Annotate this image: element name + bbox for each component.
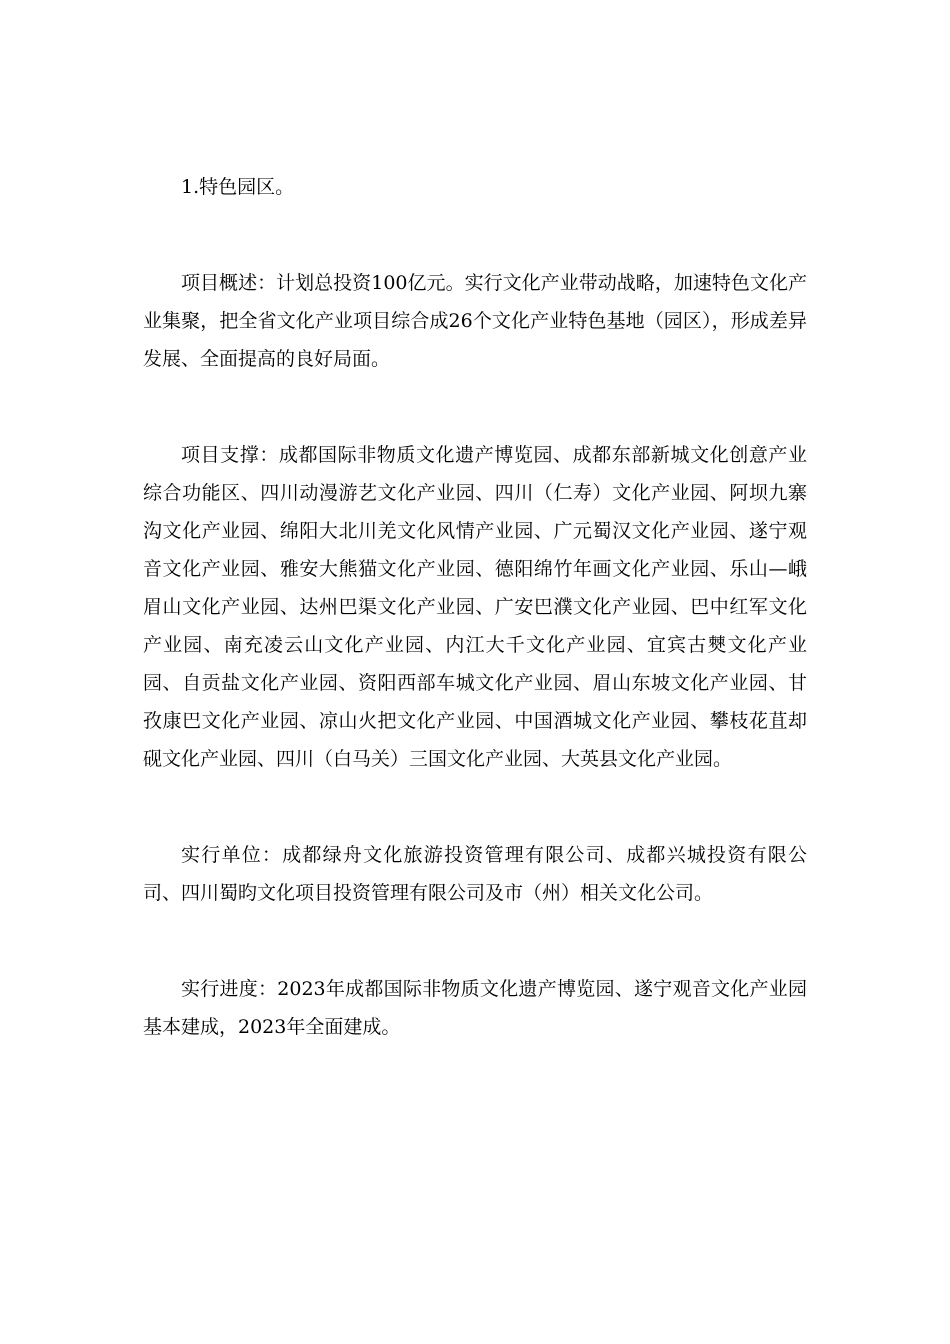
project-overview-paragraph: 项目概述：计划总投资100亿元。实行文化产业带动战略，加速特色文化产业集聚，把全省文化产业项目综合成26个文化产业特色基地（园区），形成差异发展、全面提高的良好局面。 [143,272,807,370]
section-heading: 1.特色园区。 [181,176,295,198]
implementing-units-paragraph: 实行单位：成都绿舟文化旅游投资管理有限公司、成都兴城投资有限公司、四川蜀昀文化项目投资管理有限公司及市（州）相关文化公司。 [143,844,807,904]
project-support-paragraph: 项目支撑：成都国际非物质文化遗产博览园、成都东部新城文化创意产业综合功能区、四川动漫游艺文化产业园、四川（仁寿）文化产业园、阿坝九寨沟文化产业园、绵阳大北川羌文化风情产业园、广元蜀汉文化产业园、遂宁观音文化产业园、雅安大熊猫文化产业园、德阳绵竹年画文化产业园、乐山—峨眉山文化产业园、达州巴渠文化产业园、广安巴濮文化产业园、巴中红军文化产业园、南充凌云山文化产业园、内江大千文化产业园、宜宾古僰文化产业园、自贡盐文化产业园、资阳西部车城文化产业园、眉山东坡文化产业园、甘孜康巴文化产业园、凉山火把文化产业园、中国酒城文化产业园、攀枝花苴却砚文化产业园、四川（白马关）三国文化产业园、大英县文化产业园。 [143,444,807,770]
document-body [143,168,807,1046]
implementation-progress-paragraph: 实行进度：2023年成都国际非物质文化遗产博览园、遂宁观音文化产业园基本建成，2023年全面建成。 [143,978,807,1038]
